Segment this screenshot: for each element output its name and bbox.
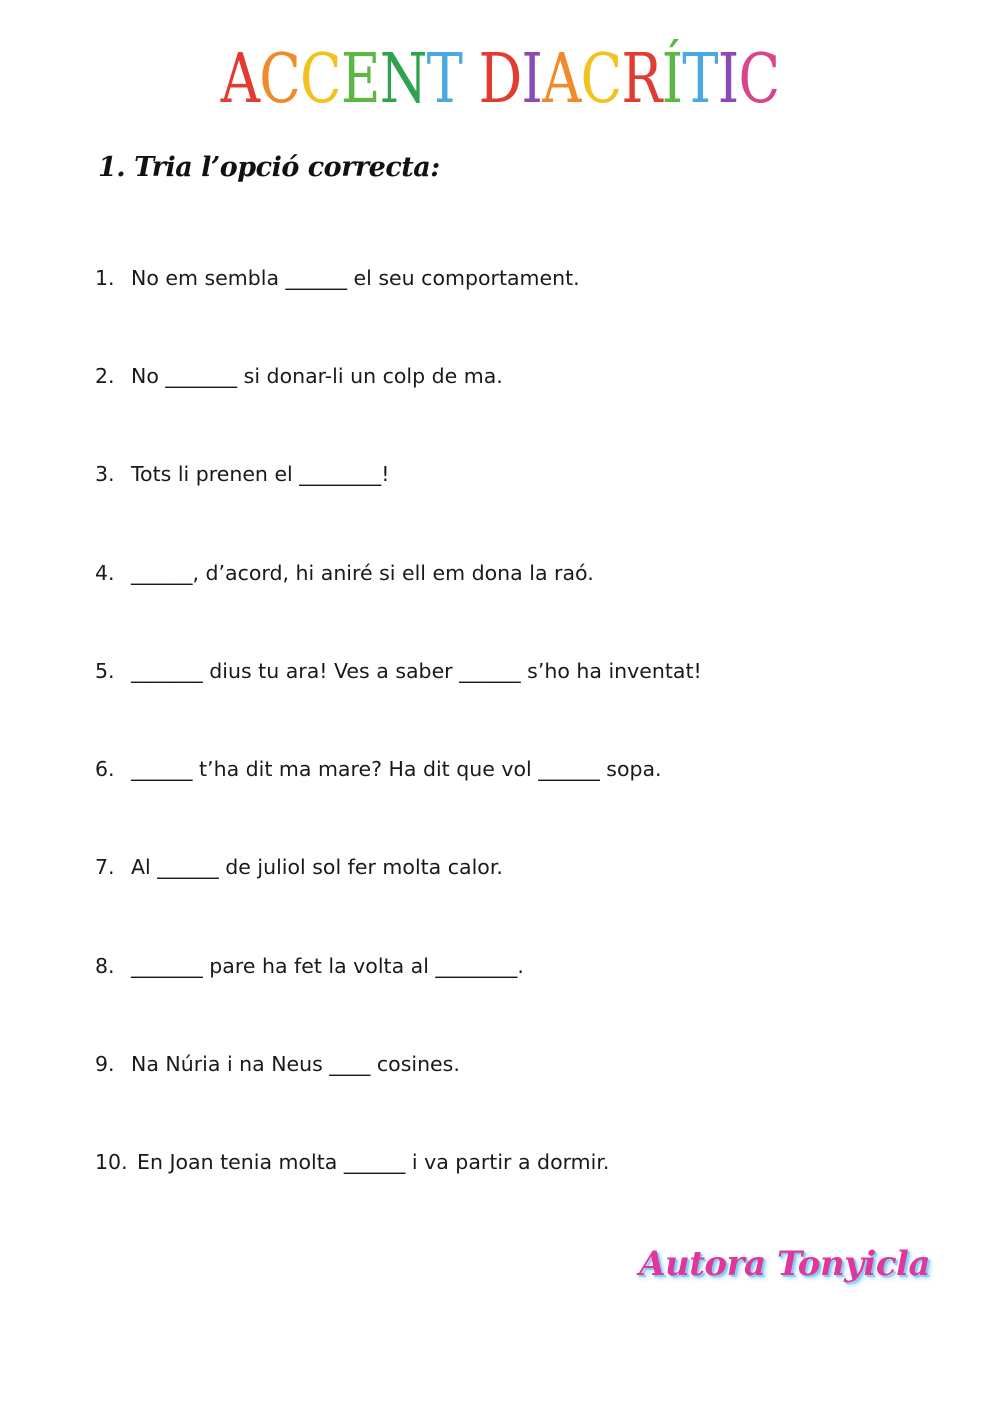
question-number: 8. — [95, 954, 115, 978]
title-letter: Í — [661, 40, 683, 119]
question-number: 9. — [95, 1052, 115, 1076]
question-8 — [95, 954, 524, 978]
exercise-heading: 1. Tria l’opció correcta: — [98, 152, 440, 183]
question-2 — [95, 364, 503, 388]
title-letter: N — [379, 40, 427, 119]
question-9 — [95, 1052, 460, 1076]
title-letter: I — [521, 40, 543, 119]
question-4 — [95, 561, 594, 585]
question-text: En Joan tenia molta ______ i va partir a dormir. — [137, 1150, 610, 1174]
question-10 — [95, 1150, 609, 1174]
title-letter: A — [220, 40, 260, 119]
question-number: 6. — [95, 757, 115, 781]
title-letter: D — [478, 40, 522, 119]
title-letter: T — [426, 40, 463, 119]
title-letter: C — [300, 40, 341, 119]
title-letter: A — [542, 40, 581, 119]
title-letter: I — [717, 40, 739, 119]
author-signature: Autora Tonyicla — [639, 1244, 930, 1284]
question-number: 2. — [95, 364, 115, 388]
title-letter: T — [682, 40, 718, 119]
title-letter: E — [340, 40, 380, 119]
question-text: No em sembla ______ el seu comportament. — [131, 266, 580, 290]
question-text: Tots li prenen el ________! — [131, 462, 390, 486]
title-letter — [462, 40, 479, 120]
question-7 — [95, 855, 503, 879]
question-text: Al ______ de juliol sol fer molta calor. — [131, 855, 503, 879]
question-number: 4. — [95, 561, 115, 585]
question-text: ______, d’acord, hi aniré si ell em dona la raó. — [131, 561, 594, 585]
title-letter: C — [580, 40, 622, 119]
question-number: 3. — [95, 462, 115, 486]
question-text: ______ t’ha dit ma mare? Ha dit que vol ______ sopa. — [131, 757, 662, 781]
question-3 — [95, 462, 389, 486]
question-number: 10. — [95, 1150, 128, 1174]
title-letter: C — [259, 40, 301, 119]
question-number: 7. — [95, 855, 115, 879]
question-5 — [95, 659, 702, 683]
question-number: 1. — [95, 266, 115, 290]
question-text: _______ pare ha fet la volta al ________. — [131, 954, 524, 978]
question-1 — [95, 266, 580, 290]
title-letter: R — [621, 40, 662, 119]
question-text: No _______ si donar-li un colp de ma. — [131, 364, 503, 388]
question-text: Na Núria i na Neus ____ cosines. — [131, 1052, 460, 1076]
title-letter: C — [738, 40, 780, 119]
page-title — [100, 40, 900, 120]
question-text: _______ dius tu ara! Ves a saber ______ s’ho ha inventat! — [131, 659, 702, 683]
question-number: 5. — [95, 659, 115, 683]
question-6 — [95, 757, 662, 781]
